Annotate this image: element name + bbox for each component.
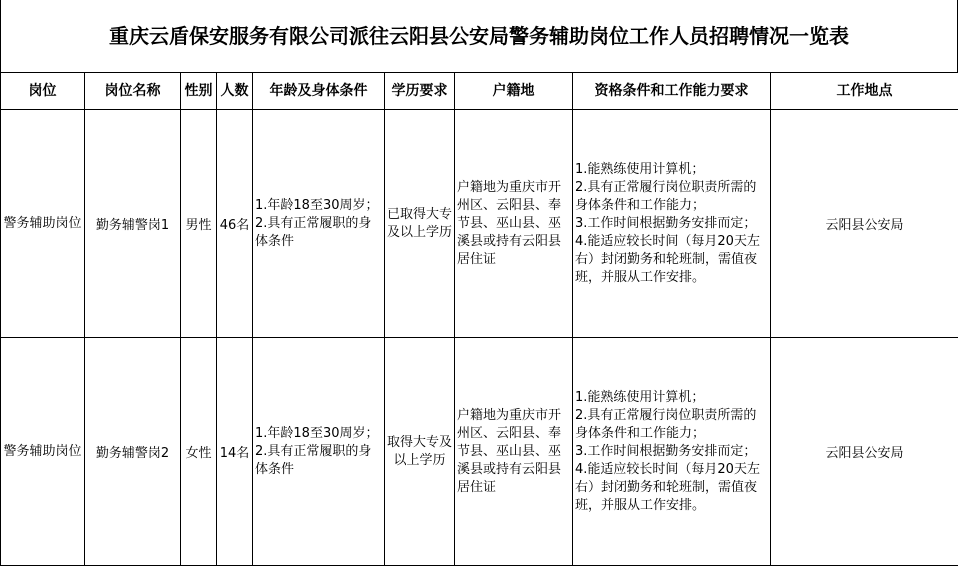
- cell-hukou: 户籍地为重庆市开州区、云阳县、奉节县、巫山县、巫溪县或持有云阳县居住证: [455, 338, 573, 566]
- qual-line-1: 1.能熟练使用计算机；: [575, 389, 705, 405]
- table-row: [1, 110, 958, 338]
- table-row: [1, 338, 958, 566]
- cell-age: [253, 338, 385, 566]
- cell-count: 46名: [217, 110, 253, 338]
- qual-line-3: 3.工作时间根据勤务安排而定；: [575, 215, 757, 231]
- qual-line-1: 1.能熟练使用计算机；: [575, 161, 705, 177]
- cell-gender: 男性: [181, 110, 217, 338]
- age-line-1: 1.年龄18至30周岁；: [255, 425, 379, 441]
- cell-gender: 女性: [181, 338, 217, 566]
- header-education: 学历要求: [385, 73, 455, 110]
- age-line-1: 1.年龄18至30周岁；: [255, 197, 379, 213]
- header-age: 年龄及身体条件: [253, 73, 385, 110]
- qual-line-4: 4.能适应较长时间（每月20天左右）封闭勤务和轮班制，需值夜班，并服从工作安排。: [575, 233, 760, 285]
- cell-education: 取得大专及以上学历: [385, 338, 455, 566]
- qual-line-4: 4.能适应较长时间（每月20天左右）封闭勤务和轮班制，需值夜班，并服从工作安排。: [575, 461, 760, 513]
- cell-location: 云阳县公安局: [771, 110, 958, 338]
- cell-hukou: 户籍地为重庆市开州区、云阳县、奉节县、巫山县、巫溪县或持有云阳县居住证: [455, 110, 573, 338]
- cell-post: 警务辅助岗位: [1, 338, 85, 566]
- header-qualification: 资格条件和工作能力要求: [573, 73, 771, 110]
- cell-location: 云阳县公安局: [771, 338, 958, 566]
- header-post: 岗位: [1, 73, 85, 110]
- age-line-2: 2.具有正常履职的身体条件: [255, 443, 372, 477]
- cell-post-name: 勤务辅警岗2: [85, 338, 181, 566]
- header-hukou: 户籍地: [455, 73, 573, 110]
- cell-count: 14名: [217, 338, 253, 566]
- cell-age: [253, 110, 385, 338]
- header-count: 人数: [217, 73, 253, 110]
- header-post-name: 岗位名称: [85, 73, 181, 110]
- qual-line-2: 2.具有正常履行岗位职责所需的身体条件和工作能力；: [575, 179, 757, 213]
- age-line-2: 2.具有正常履职的身体条件: [255, 215, 372, 249]
- qual-line-2: 2.具有正常履行岗位职责所需的身体条件和工作能力；: [575, 407, 757, 441]
- cell-post: 警务辅助岗位: [1, 110, 85, 338]
- cell-qualification: [573, 338, 771, 566]
- recruitment-table: [0, 72, 958, 566]
- header-row: [1, 73, 958, 110]
- qual-line-3: 3.工作时间根据勤务安排而定；: [575, 443, 757, 459]
- header-gender: 性别: [181, 73, 217, 110]
- header-location: 工作地点: [771, 73, 958, 110]
- table-title: 重庆云盾保安服务有限公司派往云阳县公安局警务辅助岗位工作人员招聘情况一览表: [0, 0, 958, 72]
- cell-education: 已取得大专及以上学历: [385, 110, 455, 338]
- cell-qualification: [573, 110, 771, 338]
- cell-post-name: 勤务辅警岗1: [85, 110, 181, 338]
